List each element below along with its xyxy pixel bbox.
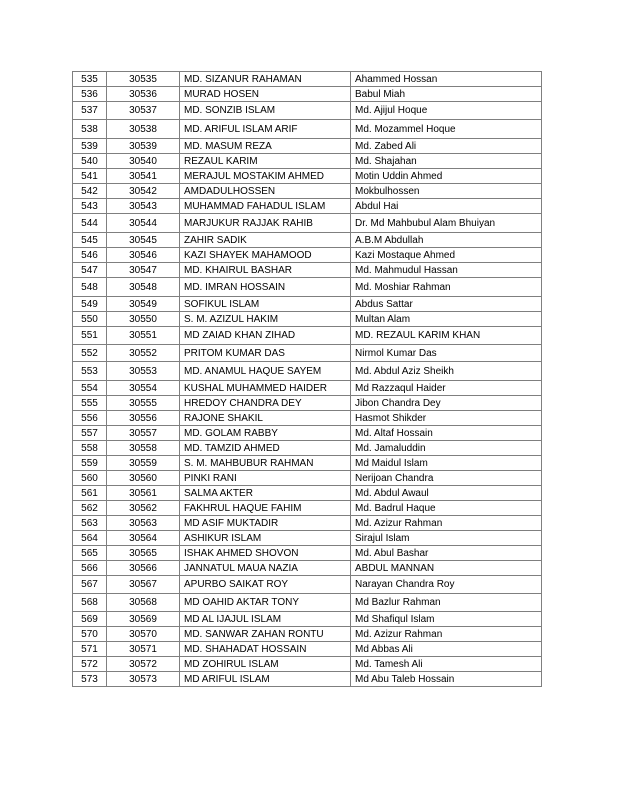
father-name-cell: Md. Shajahan xyxy=(351,154,542,169)
table-row xyxy=(73,233,542,248)
candidate-name-cell: MD ZOHIRUL ISLAM xyxy=(180,657,351,672)
table-row xyxy=(73,576,542,594)
table-row xyxy=(73,501,542,516)
father-name-cell: Dr. Md Mahbubul Alam Bhuiyan xyxy=(351,214,542,233)
roll-id-cell: 30566 xyxy=(107,561,180,576)
father-name-cell: Babul Miah xyxy=(351,87,542,102)
serial-number-cell: 543 xyxy=(73,199,107,214)
father-name-cell: Md Abbas Ali xyxy=(351,642,542,657)
table-row xyxy=(73,657,542,672)
table-row xyxy=(73,612,542,627)
serial-number-cell: 554 xyxy=(73,381,107,396)
table-row xyxy=(73,411,542,426)
candidate-name-cell: AMDADULHOSSEN xyxy=(180,184,351,199)
table-row xyxy=(73,561,542,576)
father-name-cell: Md Bazlur Rahman xyxy=(351,594,542,612)
roll-id-cell: 30558 xyxy=(107,441,180,456)
father-name-cell: Md Shafiqul Islam xyxy=(351,612,542,627)
candidate-name-cell: MUHAMMAD FAHADUL ISLAM xyxy=(180,199,351,214)
father-name-cell: Md. Azizur Rahman xyxy=(351,627,542,642)
serial-number-cell: 537 xyxy=(73,102,107,120)
table-row xyxy=(73,312,542,327)
table-row xyxy=(73,120,542,139)
serial-number-cell: 556 xyxy=(73,411,107,426)
father-name-cell: Nirmol Kumar Das xyxy=(351,345,542,362)
serial-number-cell: 553 xyxy=(73,362,107,381)
father-name-cell: Narayan Chandra Roy xyxy=(351,576,542,594)
candidate-name-cell: MD AL IJAJUL ISLAM xyxy=(180,612,351,627)
father-name-cell: Md. Jamaluddin xyxy=(351,441,542,456)
father-name-cell: ABDUL MANNAN xyxy=(351,561,542,576)
roll-id-cell: 30562 xyxy=(107,501,180,516)
serial-number-cell: 544 xyxy=(73,214,107,233)
roll-id-cell: 30563 xyxy=(107,516,180,531)
serial-number-cell: 563 xyxy=(73,516,107,531)
roll-id-cell: 30557 xyxy=(107,426,180,441)
roll-id-cell: 30570 xyxy=(107,627,180,642)
table-row xyxy=(73,87,542,102)
roll-id-cell: 30543 xyxy=(107,199,180,214)
serial-number-cell: 564 xyxy=(73,531,107,546)
serial-number-cell: 541 xyxy=(73,169,107,184)
father-name-cell: Md. Altaf Hossain xyxy=(351,426,542,441)
serial-number-cell: 546 xyxy=(73,248,107,263)
candidate-name-cell: S. M. MAHBUBUR RAHMAN xyxy=(180,456,351,471)
candidate-name-cell: FAKHRUL HAQUE FAHIM xyxy=(180,501,351,516)
serial-number-cell: 540 xyxy=(73,154,107,169)
candidate-name-cell: SALMA AKTER xyxy=(180,486,351,501)
roll-id-cell: 30537 xyxy=(107,102,180,120)
candidate-name-cell: MD OAHID AKTAR TONY xyxy=(180,594,351,612)
serial-number-cell: 570 xyxy=(73,627,107,642)
roll-id-cell: 30565 xyxy=(107,546,180,561)
candidate-name-cell: SOFIKUL ISLAM xyxy=(180,297,351,312)
father-name-cell: Md. Moshiar Rahman xyxy=(351,278,542,297)
candidate-name-cell: MD. SHAHADAT HOSSAIN xyxy=(180,642,351,657)
roll-id-cell: 30567 xyxy=(107,576,180,594)
serial-number-cell: 559 xyxy=(73,456,107,471)
father-name-cell: Md Abu Taleb Hossain xyxy=(351,672,542,687)
table-row xyxy=(73,546,542,561)
serial-number-cell: 536 xyxy=(73,87,107,102)
candidate-name-cell: MD. SIZANUR RAHAMAN xyxy=(180,72,351,87)
father-name-cell: MD. REZAUL KARIM KHAN xyxy=(351,327,542,345)
serial-number-cell: 560 xyxy=(73,471,107,486)
father-name-cell: Md. Tamesh Ali xyxy=(351,657,542,672)
table-row xyxy=(73,531,542,546)
roll-id-cell: 30538 xyxy=(107,120,180,139)
father-name-cell: Mokbulhossen xyxy=(351,184,542,199)
candidate-name-cell: MD. SANWAR ZAHAN RONTU xyxy=(180,627,351,642)
candidate-name-cell: HREDOY CHANDRA DEY xyxy=(180,396,351,411)
father-name-cell: Abdul Hai xyxy=(351,199,542,214)
father-name-cell: Hasmot Shikder xyxy=(351,411,542,426)
table-row xyxy=(73,486,542,501)
roll-id-cell: 30572 xyxy=(107,657,180,672)
candidate-name-cell: MD. KHAIRUL BASHAR xyxy=(180,263,351,278)
roll-id-cell: 30560 xyxy=(107,471,180,486)
roll-id-cell: 30552 xyxy=(107,345,180,362)
roll-id-cell: 30547 xyxy=(107,263,180,278)
roll-id-cell: 30548 xyxy=(107,278,180,297)
table-row xyxy=(73,199,542,214)
father-name-cell: Jibon Chandra Dey xyxy=(351,396,542,411)
candidate-name-cell: S. M. AZIZUL HAKIM xyxy=(180,312,351,327)
serial-number-cell: 561 xyxy=(73,486,107,501)
serial-number-cell: 558 xyxy=(73,441,107,456)
candidate-name-cell: MD. IMRAN HOSSAIN xyxy=(180,278,351,297)
roll-id-cell: 30535 xyxy=(107,72,180,87)
father-name-cell: Md. Zabed Ali xyxy=(351,139,542,154)
table-row xyxy=(73,184,542,199)
table-row xyxy=(73,672,542,687)
serial-number-cell: 547 xyxy=(73,263,107,278)
father-name-cell: Md. Abul Bashar xyxy=(351,546,542,561)
roll-id-cell: 30564 xyxy=(107,531,180,546)
candidate-name-cell: MARJUKUR RAJJAK RAHIB xyxy=(180,214,351,233)
candidate-name-cell: REZAUL KARIM xyxy=(180,154,351,169)
table-row xyxy=(73,441,542,456)
candidate-name-cell: PRITOM KUMAR DAS xyxy=(180,345,351,362)
table-row xyxy=(73,102,542,120)
roll-id-cell: 30536 xyxy=(107,87,180,102)
father-name-cell: A.B.M Abdullah xyxy=(351,233,542,248)
roll-id-cell: 30569 xyxy=(107,612,180,627)
candidate-name-cell: APURBO SAIKAT ROY xyxy=(180,576,351,594)
roll-id-cell: 30539 xyxy=(107,139,180,154)
serial-number-cell: 552 xyxy=(73,345,107,362)
roll-id-cell: 30546 xyxy=(107,248,180,263)
father-name-cell: Kazi Mostaque Ahmed xyxy=(351,248,542,263)
table-row xyxy=(73,471,542,486)
roll-id-cell: 30554 xyxy=(107,381,180,396)
father-name-cell: Md. Azizur Rahman xyxy=(351,516,542,531)
father-name-cell: Motin Uddin Ahmed xyxy=(351,169,542,184)
table-row xyxy=(73,297,542,312)
roll-id-cell: 30549 xyxy=(107,297,180,312)
table-row xyxy=(73,642,542,657)
roll-id-cell: 30550 xyxy=(107,312,180,327)
roll-id-cell: 30556 xyxy=(107,411,180,426)
table-row xyxy=(73,516,542,531)
table-row xyxy=(73,214,542,233)
serial-number-cell: 538 xyxy=(73,120,107,139)
table-row xyxy=(73,456,542,471)
serial-number-cell: 568 xyxy=(73,594,107,612)
father-name-cell: Abdus Sattar xyxy=(351,297,542,312)
roll-id-cell: 30568 xyxy=(107,594,180,612)
candidate-name-cell: KUSHAL MUHAMMED HAIDER xyxy=(180,381,351,396)
roll-table-body xyxy=(73,72,542,687)
candidate-name-cell: ASHIKUR ISLAM xyxy=(180,531,351,546)
candidate-name-cell: MD ARIFUL ISLAM xyxy=(180,672,351,687)
serial-number-cell: 557 xyxy=(73,426,107,441)
serial-number-cell: 565 xyxy=(73,546,107,561)
table-row xyxy=(73,627,542,642)
serial-number-cell: 555 xyxy=(73,396,107,411)
table-row xyxy=(73,362,542,381)
serial-number-cell: 573 xyxy=(73,672,107,687)
serial-number-cell: 545 xyxy=(73,233,107,248)
candidate-name-cell: MD. TAMZID AHMED xyxy=(180,441,351,456)
candidate-name-cell: ISHAK AHMED SHOVON xyxy=(180,546,351,561)
roll-id-cell: 30559 xyxy=(107,456,180,471)
serial-number-cell: 571 xyxy=(73,642,107,657)
candidate-name-cell: MERAJUL MOSTAKIM AHMED xyxy=(180,169,351,184)
table-row xyxy=(73,345,542,362)
candidate-name-cell: MD ASIF MUKTADIR xyxy=(180,516,351,531)
candidate-name-cell: MD. SONZIB ISLAM xyxy=(180,102,351,120)
table-row xyxy=(73,278,542,297)
father-name-cell: Multan Alam xyxy=(351,312,542,327)
serial-number-cell: 548 xyxy=(73,278,107,297)
father-name-cell: Md. Badrul Haque xyxy=(351,501,542,516)
roll-id-cell: 30551 xyxy=(107,327,180,345)
candidate-name-cell: RAJONE SHAKIL xyxy=(180,411,351,426)
father-name-cell: Md. Ajijul Hoque xyxy=(351,102,542,120)
candidate-name-cell: ZAHIR SADIK xyxy=(180,233,351,248)
father-name-cell: Sirajul Islam xyxy=(351,531,542,546)
serial-number-cell: 572 xyxy=(73,657,107,672)
roll-id-cell: 30553 xyxy=(107,362,180,381)
roll-id-cell: 30542 xyxy=(107,184,180,199)
roll-id-cell: 30545 xyxy=(107,233,180,248)
serial-number-cell: 551 xyxy=(73,327,107,345)
serial-number-cell: 567 xyxy=(73,576,107,594)
table-row xyxy=(73,72,542,87)
candidate-name-cell: MD. MASUM REZA xyxy=(180,139,351,154)
roll-table xyxy=(72,71,542,687)
roll-id-cell: 30555 xyxy=(107,396,180,411)
roll-id-cell: 30561 xyxy=(107,486,180,501)
table-row xyxy=(73,263,542,278)
serial-number-cell: 566 xyxy=(73,561,107,576)
serial-number-cell: 542 xyxy=(73,184,107,199)
roll-id-cell: 30573 xyxy=(107,672,180,687)
father-name-cell: Md Maidul Islam xyxy=(351,456,542,471)
table-row xyxy=(73,327,542,345)
serial-number-cell: 569 xyxy=(73,612,107,627)
table-row xyxy=(73,139,542,154)
serial-number-cell: 550 xyxy=(73,312,107,327)
candidate-name-cell: MURAD HOSEN xyxy=(180,87,351,102)
candidate-name-cell: MD. GOLAM RABBY xyxy=(180,426,351,441)
father-name-cell: Md. Mahmudul Hassan xyxy=(351,263,542,278)
roll-id-cell: 30541 xyxy=(107,169,180,184)
serial-number-cell: 535 xyxy=(73,72,107,87)
roll-id-cell: 30540 xyxy=(107,154,180,169)
candidate-name-cell: MD. ANAMUL HAQUE SAYEM xyxy=(180,362,351,381)
roll-id-cell: 30544 xyxy=(107,214,180,233)
candidate-name-cell: PINKI RANI xyxy=(180,471,351,486)
roll-id-cell: 30571 xyxy=(107,642,180,657)
father-name-cell: Md. Abdul Aziz Sheikh xyxy=(351,362,542,381)
serial-number-cell: 539 xyxy=(73,139,107,154)
table-row xyxy=(73,248,542,263)
table-row xyxy=(73,396,542,411)
table-row xyxy=(73,154,542,169)
table-row xyxy=(73,594,542,612)
serial-number-cell: 562 xyxy=(73,501,107,516)
father-name-cell: Md Razzaqul Haider xyxy=(351,381,542,396)
table-row xyxy=(73,426,542,441)
table-row xyxy=(73,381,542,396)
father-name-cell: Ahammed Hossan xyxy=(351,72,542,87)
candidate-name-cell: KAZI SHAYEK MAHAMOOD xyxy=(180,248,351,263)
father-name-cell: Md. Abdul Awaul xyxy=(351,486,542,501)
candidate-name-cell: JANNATUL MAUA NAZIA xyxy=(180,561,351,576)
candidate-name-cell: MD. ARIFUL ISLAM ARIF xyxy=(180,120,351,139)
table-row xyxy=(73,169,542,184)
father-name-cell: Nerijoan Chandra xyxy=(351,471,542,486)
father-name-cell: Md. Mozammel Hoque xyxy=(351,120,542,139)
serial-number-cell: 549 xyxy=(73,297,107,312)
candidate-name-cell: MD ZAIAD KHAN ZIHAD xyxy=(180,327,351,345)
